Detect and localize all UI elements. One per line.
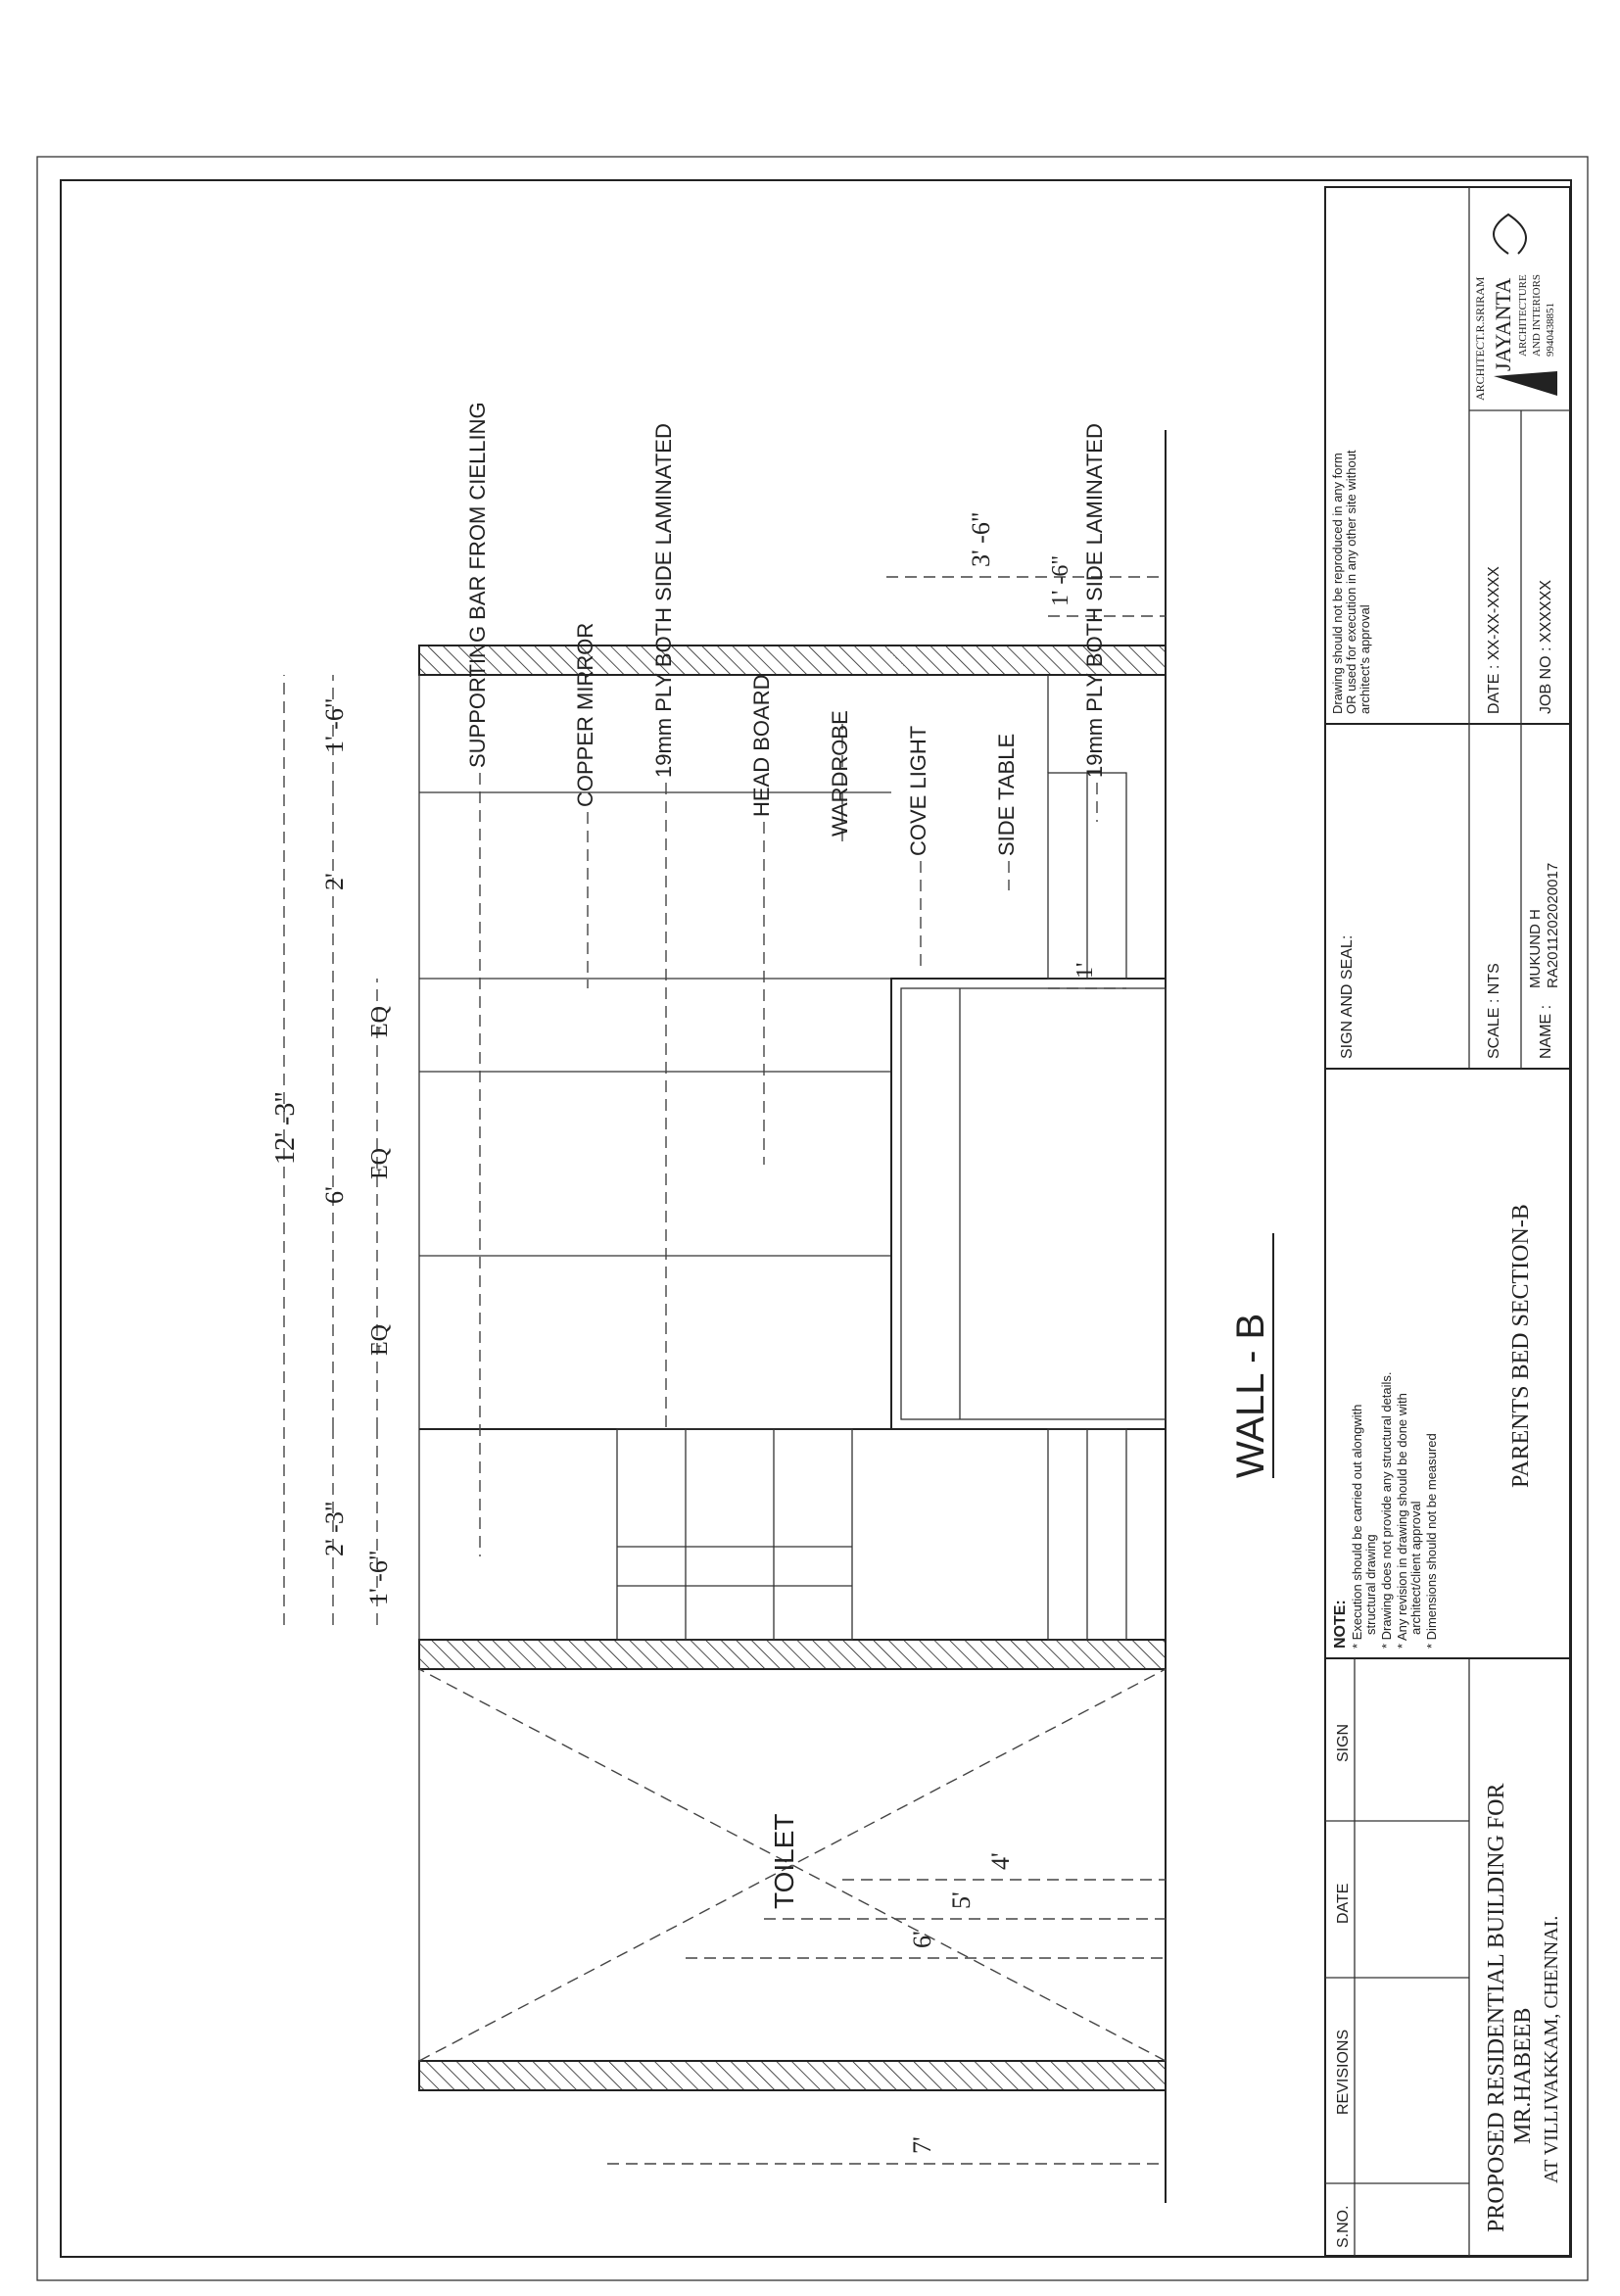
drawing-title: WALL - B	[1229, 1313, 1272, 1478]
note-4: * Dimensions should not be measured	[1424, 1433, 1439, 1649]
note-1: * Execution should be carried out alongwith	[1350, 1404, 1364, 1649]
label-side-table: SIDE TABLE	[994, 733, 1019, 856]
disclaimer-2: OR used for execution in any other site without	[1344, 450, 1358, 714]
signature-icon	[1494, 215, 1526, 254]
project-line-1: PROPOSED RESIDENTIAL BUILDING FOR	[1484, 1783, 1509, 2232]
sheet-title: PARENTS BED SECTION-B	[1508, 1204, 1534, 1488]
note-1b: structural drawing	[1363, 1534, 1378, 1635]
firm-sub-1: ARCHITECTURE	[1517, 274, 1529, 357]
dim-h-1: 1'	[1072, 962, 1098, 979]
firm: JAYANTA	[1491, 277, 1515, 371]
disclaimer-1: Drawing should not be reproduced in any form	[1330, 453, 1345, 714]
dim-h-1-6: 1' -6"	[1048, 554, 1073, 606]
note-2: * Drawing does not provide any structural details.	[1379, 1371, 1394, 1649]
toilet-wall-left	[419, 2061, 1166, 2090]
note-title: NOTE:	[1332, 1600, 1349, 1649]
label-supporting-bar: SUPPORTING BAR FROM CIELLING	[465, 402, 490, 768]
label-ply-1: 19mm PLY BOTH SIDE LAMINATED	[651, 423, 676, 778]
sign-seal: SIGN AND SEAL:	[1339, 934, 1356, 1059]
dim-right-gap: 2'	[320, 873, 349, 890]
col-revisions: REVISIONS	[1335, 2029, 1352, 2115]
dim-left-sub: 1' -6"	[364, 1550, 393, 1605]
date-value: DATE : XX-XX-XXXX	[1486, 566, 1502, 714]
label-cove-light: COVE LIGHT	[906, 725, 930, 856]
dim-eq-2: EQ	[367, 1148, 393, 1179]
label-copper-mirror: COPPER MIRROR	[573, 622, 597, 807]
col-sign: SIGN	[1335, 1723, 1352, 1762]
toilet-label: TOILET	[769, 1813, 799, 1909]
head-board	[891, 979, 1166, 1429]
dim-left-block: 2' -3"	[320, 1501, 349, 1556]
dim-h-7: 7'	[908, 2136, 936, 2154]
head-board-inner	[901, 988, 1166, 1419]
dim-h-6: 6'	[908, 1931, 936, 1948]
firm-sub-2: AND INTERIORS	[1531, 273, 1543, 357]
dim-eq-3: EQ	[367, 1006, 393, 1037]
project-line-3: AT VILLIVAKKAM, CHENNAI.	[1541, 1915, 1562, 2183]
note-3: * Any revision in drawing should be done with	[1395, 1393, 1409, 1649]
note-3b: architect/client approval	[1408, 1501, 1423, 1635]
col-sno: S.NO.	[1335, 2205, 1352, 2248]
dim-h-4: 4'	[986, 1852, 1015, 1870]
top-dimensions	[270, 675, 393, 1625]
project-line-2: MR.HABEEB	[1510, 2007, 1536, 2144]
dim-h-5: 5'	[947, 1891, 976, 1909]
scale: SCALE : NTS	[1486, 963, 1502, 1059]
bedroom-wall-left	[419, 1640, 1166, 1669]
disclaimer-3: architect's approval	[1358, 604, 1372, 714]
dim-right-end: 1' -6"	[320, 697, 349, 753]
name-label: NAME :	[1538, 1004, 1554, 1059]
label-wardrobe: WARDROBE	[828, 710, 852, 837]
job-no: JOB NO : XXXXXX	[1538, 580, 1554, 714]
copper-mirror-panel	[617, 1429, 852, 1640]
rotated-content	[270, 187, 1570, 2256]
architect: ARCHITECT.R.SRIRAM	[1473, 276, 1487, 401]
name-value: MUKUND H	[1527, 909, 1544, 988]
dim-wardrobe: 6'	[320, 1186, 349, 1204]
dim-h-3-6: 3' -6"	[967, 511, 995, 567]
label-ply-2: 19mm PLY BOTH SIDE LAMINATED	[1082, 423, 1107, 778]
title-block	[1325, 187, 1570, 2256]
dim-eq-1: EQ	[367, 1324, 393, 1356]
bedroom-wall-right	[419, 646, 1166, 675]
dim-overall: 12' -3"	[270, 1091, 301, 1165]
phone: 9940438851	[1545, 303, 1556, 357]
col-date: DATE	[1335, 1883, 1352, 1924]
reg-no: RA2011202020017	[1545, 862, 1561, 988]
firm-logo-icon	[1494, 371, 1557, 396]
label-head-board: HEAD BOARD	[749, 674, 774, 817]
